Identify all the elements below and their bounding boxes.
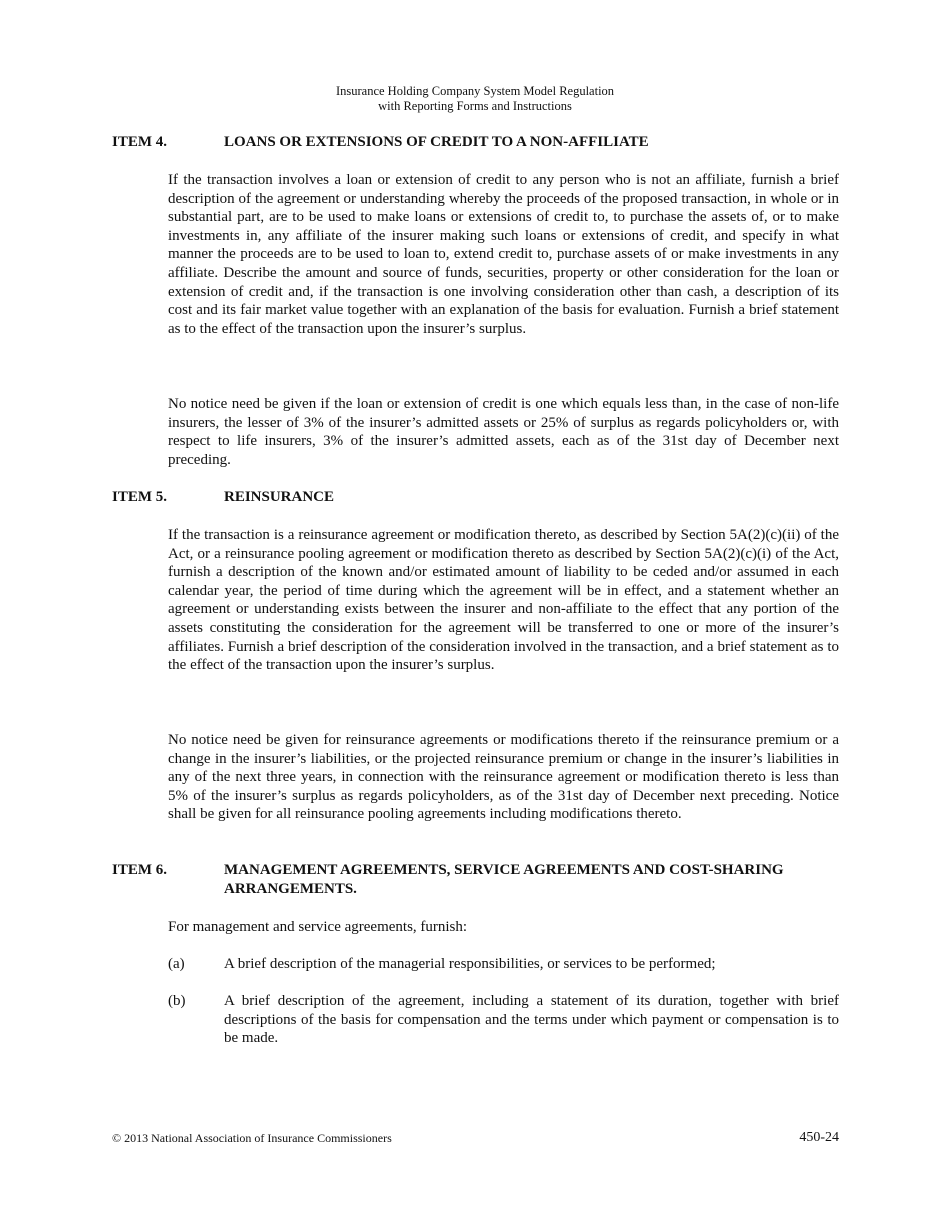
item-5-paragraph-2: No notice need be given for reinsurance agreements or modifications thereto if the reinsurance premium or a change in the insurer’s liabilities, or the projected reinsurance premium or change in the insurer’s liabilities in any of the next three years, in connection with the reinsurance agreement or modification thereto is less than 5% of the insurer’s surplus as regards policyholders, as of the 31st day of December next preceding. Notice shall be given for all reinsurance pooling agreements including modifications thereto. bbox=[168, 732, 839, 823]
header-subtitle: with Reporting Forms and Instructions bbox=[378, 99, 572, 113]
header-title: Insurance Holding Company System Model Regulation bbox=[335, 84, 615, 98]
item-4-title: LOANS OR EXTENSIONS OF CREDIT TO A NON-AFFILIATE bbox=[224, 134, 649, 150]
item-5-number: ITEM 5. bbox=[112, 489, 168, 505]
item-6-title: MANAGEMENT AGREEMENTS, SERVICE AGREEMENTS AND COST-SHARING ARRANGEMENTS. bbox=[224, 862, 784, 897]
page-header bbox=[0, 84, 950, 114]
item-4-number: ITEM 4. bbox=[112, 134, 168, 150]
item-6-intro: For management and service agreements, furnish: bbox=[168, 919, 468, 935]
item-5-paragraph-1: If the transaction is a reinsurance agreement or modification thereto, as described by Section 5A(2)(c)(ii) of the Act, or a reinsurance pooling agreement or modification thereto as described by Section 5A(2)(c)(i) of the Act, furnish a description of the known and/or estimated amount of liability to be ceded and/or assumed in each calendar year, the period of time during which the agreement will be in effect, and a statement whether an agreement or understanding exists between the insurer and non-affiliate to the effect that any portion of the assets constituting the consideration for the agreement will be transferred to one or more of the insurer’s affiliates. Furnish a brief description of the consideration involved in the transaction, and a brief statement as to the effect of the transaction upon the insurer’s surplus. bbox=[168, 527, 839, 674]
footer-copyright: © 2013 National Association of Insurance Commissioners bbox=[112, 1131, 392, 1145]
list-item-label: (a) bbox=[168, 956, 185, 972]
item-4-paragraph-2: No notice need be given if the loan or extension of credit is one which equals less than, in the case of non-life insurers, the lesser of 3% of the insurer’s admitted assets or 25% of surplus as regards policyholders or, with respect to life insurers, 3% of the insurer’s admitted assets, each as of the 31st day of December next preceding. bbox=[168, 396, 839, 468]
item-4-paragraph-1: If the transaction involves a loan or extension of credit to any person who is not an affiliate, furnish a brief description of the agreement or understanding whereby the proceeds of the proposed transaction, in whole or in substantial part, are to be used to make loans or extensions of credit to, to purchase the assets of, or to make investments in, any affiliate of the insurer making such loans or extensions of credit, and specify in what manner the proceeds are to be used to loan to, extend credit to, purchase assets of or make investments in any affiliate. Describe the amount and source of funds, securities, property or other consideration for the loan or extension of credit and, if the transaction is one involving consideration other than cash, a description of its cost and its fair market value together with an explanation of the basis for evaluation. Furnish a brief statement as to the effect of the transaction upon the insurer’s surplus. bbox=[168, 172, 839, 337]
list-item-text: A brief description of the managerial responsibilities, or services to be performed; bbox=[224, 956, 716, 972]
page-number: 450-24 bbox=[799, 1130, 839, 1145]
list-item-text: A brief description of the agreement, including a statement of its duration, together with brief descriptions of the basis for compensation and the terms under which payment or compensation is to be made. bbox=[224, 993, 839, 1047]
item-6-number: ITEM 6. bbox=[112, 862, 168, 878]
item-5-title: REINSURANCE bbox=[224, 489, 335, 505]
list-item-label: (b) bbox=[168, 993, 186, 1009]
